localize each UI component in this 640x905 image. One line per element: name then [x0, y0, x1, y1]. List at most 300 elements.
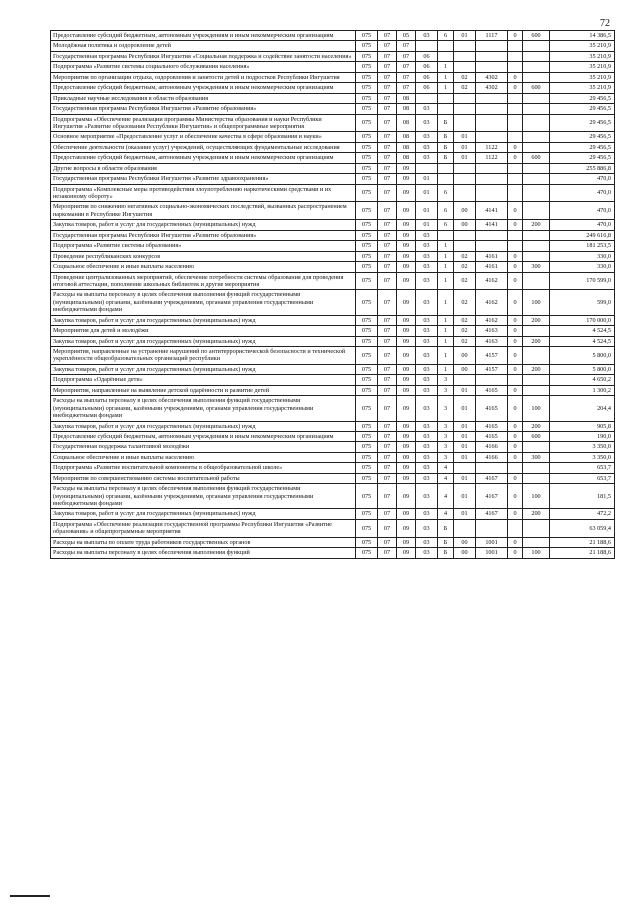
cell-group: 0	[508, 385, 523, 395]
cell-subprogram: 1	[438, 83, 454, 93]
cell-subprogram: Б	[438, 153, 454, 163]
cell-subsection: 09	[397, 347, 416, 365]
cell-section: 07	[378, 315, 397, 325]
cell-direction	[476, 41, 508, 51]
cell-subsection: 09	[397, 431, 416, 441]
cell-amount: 4 524,5	[550, 336, 615, 346]
cell-ministry: 075	[356, 262, 378, 272]
cell-group: 0	[508, 315, 523, 325]
cell-name: Подпрограмма «Развитие воспитательной компоненты в общеобразовательной школе»	[51, 463, 356, 473]
cell-ministry: 075	[356, 41, 378, 51]
cell-program: 03	[416, 509, 438, 519]
cell-section: 07	[378, 153, 397, 163]
cell-ministry: 075	[356, 83, 378, 93]
cell-direction: 4162	[476, 290, 508, 315]
cell-type	[523, 537, 550, 547]
cell-amount: 3 350,0	[550, 452, 615, 462]
cell-program: 03	[416, 519, 438, 537]
table-row	[51, 114, 615, 132]
cell-subprogram: 1	[438, 272, 454, 290]
cell-section: 07	[378, 431, 397, 441]
cell-type	[523, 132, 550, 142]
table-row	[51, 104, 615, 114]
cell-program: 03	[416, 230, 438, 240]
cell-name: Закупка товаров, работ и услуг для государственных (муниципальных) нужд	[51, 336, 356, 346]
cell-name: Мероприятия для детей и молодёжи	[51, 326, 356, 336]
cell-name: Государственная поддержка талантливой молодёжи	[51, 442, 356, 452]
cell-group: 0	[508, 262, 523, 272]
cell-ministry: 075	[356, 174, 378, 184]
cell-ministry: 075	[356, 473, 378, 483]
cell-ministry: 075	[356, 548, 378, 558]
cell-event	[454, 519, 476, 537]
cell-subprogram: 1	[438, 72, 454, 82]
cell-section: 07	[378, 484, 397, 509]
cell-direction	[476, 241, 508, 251]
cell-group: 0	[508, 452, 523, 462]
cell-ministry: 075	[356, 519, 378, 537]
table-row	[51, 375, 615, 385]
cell-group: 0	[508, 202, 523, 220]
cell-subprogram: 3	[438, 431, 454, 441]
cell-event: 01	[454, 142, 476, 152]
cell-ministry: 075	[356, 202, 378, 220]
cell-amount: 204,4	[550, 396, 615, 421]
cell-subsection: 09	[397, 202, 416, 220]
cell-event: 02	[454, 290, 476, 315]
cell-subprogram: 6	[438, 31, 454, 41]
table-row	[51, 31, 615, 41]
cell-event	[454, 114, 476, 132]
cell-type	[523, 241, 550, 251]
cell-name: Прикладные научные исследования в области образования	[51, 93, 356, 103]
cell-subsection: 09	[397, 548, 416, 558]
budget-table	[50, 30, 615, 559]
cell-subsection: 07	[397, 62, 416, 72]
cell-direction: 4165	[476, 385, 508, 395]
cell-event: 01	[454, 132, 476, 142]
cell-subsection: 09	[397, 326, 416, 336]
cell-amount: 170 000,0	[550, 315, 615, 325]
cell-section: 07	[378, 83, 397, 93]
table-row	[51, 326, 615, 336]
cell-amount: 21 188,6	[550, 548, 615, 558]
cell-section: 07	[378, 537, 397, 547]
table-row	[51, 93, 615, 103]
cell-subprogram: Б	[438, 142, 454, 152]
cell-ministry: 075	[356, 364, 378, 374]
cell-subprogram: 6	[438, 184, 454, 202]
cell-program: 03	[416, 463, 438, 473]
cell-ministry: 075	[356, 230, 378, 240]
cell-ministry: 075	[356, 326, 378, 336]
cell-subprogram: 4	[438, 509, 454, 519]
cell-section: 07	[378, 364, 397, 374]
cell-name: Подпрограмма «Обеспечение реализации программы Министерства образования и науки Республики Ингушетия «Развитие образования Республики Ингушетия» и общепрограммные мероприятия	[51, 114, 356, 132]
cell-section: 07	[378, 452, 397, 462]
cell-direction	[476, 114, 508, 132]
cell-type: 100	[523, 484, 550, 509]
cell-amount: 249 616,8	[550, 230, 615, 240]
cell-subsection: 09	[397, 473, 416, 483]
cell-direction	[476, 519, 508, 537]
cell-group	[508, 230, 523, 240]
table-row	[51, 251, 615, 261]
cell-type	[523, 385, 550, 395]
cell-name: Закупка товаров, работ и услуг для государственных (муниципальных) нужд	[51, 364, 356, 374]
cell-section: 07	[378, 290, 397, 315]
cell-direction: 1001	[476, 537, 508, 547]
cell-program: 06	[416, 51, 438, 61]
cell-program: 06	[416, 72, 438, 82]
cell-event: 00	[454, 548, 476, 558]
cell-ministry: 075	[356, 184, 378, 202]
cell-ministry: 075	[356, 509, 378, 519]
cell-subprogram: Б	[438, 519, 454, 537]
cell-type	[523, 114, 550, 132]
cell-amount: 599,0	[550, 290, 615, 315]
cell-amount: 29 456,5	[550, 132, 615, 142]
cell-amount: 29 456,5	[550, 142, 615, 152]
cell-event	[454, 62, 476, 72]
cell-section: 07	[378, 421, 397, 431]
table-row	[51, 431, 615, 441]
cell-name: Закупка товаров, работ и услуг для государственных (муниципальных) нужд	[51, 421, 356, 431]
cell-subsection: 08	[397, 132, 416, 142]
cell-section: 07	[378, 262, 397, 272]
cell-event: 00	[454, 347, 476, 365]
table-row	[51, 142, 615, 152]
cell-section: 07	[378, 174, 397, 184]
cell-group: 0	[508, 72, 523, 82]
cell-group: 0	[508, 31, 523, 41]
cell-subsection: 09	[397, 230, 416, 240]
cell-name: Государственная программа Республики Ингушетия «Развитие образования»	[51, 230, 356, 240]
cell-ministry: 075	[356, 104, 378, 114]
cell-section: 07	[378, 396, 397, 421]
cell-subprogram	[438, 104, 454, 114]
cell-subprogram: 4	[438, 484, 454, 509]
cell-type: 600	[523, 83, 550, 93]
cell-amount: 35 210,9	[550, 62, 615, 72]
cell-amount: 1 300,2	[550, 385, 615, 395]
cell-section: 07	[378, 272, 397, 290]
cell-name: Подпрограмма «Обеспечение реализации государственной программы Республики Ингушетия «Развитие образования» и общепрограммные мероприятия	[51, 519, 356, 537]
cell-event	[454, 463, 476, 473]
table-row	[51, 347, 615, 365]
cell-direction: 4161	[476, 262, 508, 272]
cell-event	[454, 174, 476, 184]
cell-name: Государственная программа Республики Ингушетия «Развитие образования»	[51, 104, 356, 114]
cell-section: 07	[378, 72, 397, 82]
cell-amount: 170 599,0	[550, 272, 615, 290]
cell-event: 02	[454, 262, 476, 272]
cell-event: 00	[454, 220, 476, 230]
cell-section: 07	[378, 230, 397, 240]
cell-event	[454, 163, 476, 173]
cell-ministry: 075	[356, 153, 378, 163]
cell-subprogram: 3	[438, 375, 454, 385]
cell-section: 07	[378, 62, 397, 72]
cell-type: 300	[523, 262, 550, 272]
cell-type	[523, 62, 550, 72]
cell-name: Подпрограмма «Развитие системы образования»	[51, 241, 356, 251]
cell-ministry: 075	[356, 132, 378, 142]
cell-amount: 4 524,5	[550, 326, 615, 336]
cell-type: 100	[523, 290, 550, 315]
table-row	[51, 230, 615, 240]
cell-subprogram: 1	[438, 262, 454, 272]
cell-amount: 470,0	[550, 202, 615, 220]
cell-section: 07	[378, 114, 397, 132]
cell-amount: 4 650,2	[550, 375, 615, 385]
cell-subsection: 08	[397, 153, 416, 163]
cell-name: Социальное обеспечение и иные выплаты населению	[51, 262, 356, 272]
table-row	[51, 484, 615, 509]
cell-ministry: 075	[356, 347, 378, 365]
cell-program: 03	[416, 31, 438, 41]
cell-subsection: 09	[397, 463, 416, 473]
cell-subprogram	[438, 174, 454, 184]
cell-amount: 35 210,9	[550, 41, 615, 51]
cell-subsection: 09	[397, 262, 416, 272]
cell-ministry: 075	[356, 385, 378, 395]
cell-name: Мероприятия по организации отдыха, оздоровления и занятости детей и подростков Республики Ингушетия	[51, 72, 356, 82]
cell-name: Предоставление субсидий бюджетным, автономным учреждениям и иным некоммерческим организациям	[51, 153, 356, 163]
cell-name: Государственная программа Республики Ингушетия «Социальная поддержка и содействие занятости населения»	[51, 51, 356, 61]
cell-subprogram	[438, 51, 454, 61]
cell-direction: 4167	[476, 484, 508, 509]
cell-type: 100	[523, 548, 550, 558]
cell-subsection: 09	[397, 241, 416, 251]
cell-amount: 5 800,0	[550, 364, 615, 374]
cell-ministry: 075	[356, 220, 378, 230]
cell-group: 0	[508, 431, 523, 441]
cell-subsection: 09	[397, 396, 416, 421]
cell-type	[523, 51, 550, 61]
cell-direction: 4166	[476, 452, 508, 462]
cell-event: 01	[454, 385, 476, 395]
cell-subsection: 09	[397, 272, 416, 290]
table-row	[51, 153, 615, 163]
cell-direction	[476, 375, 508, 385]
cell-subsection: 09	[397, 290, 416, 315]
table-row	[51, 184, 615, 202]
table-row	[51, 364, 615, 374]
cell-ministry: 075	[356, 375, 378, 385]
table-row	[51, 72, 615, 82]
cell-type: 100	[523, 396, 550, 421]
cell-event	[454, 104, 476, 114]
cell-subsection: 09	[397, 163, 416, 173]
cell-subsection: 09	[397, 442, 416, 452]
cell-subprogram: 1	[438, 62, 454, 72]
cell-type: 200	[523, 220, 550, 230]
cell-direction: 4162	[476, 315, 508, 325]
cell-ministry: 075	[356, 442, 378, 452]
cell-subsection: 09	[397, 421, 416, 431]
cell-section: 07	[378, 220, 397, 230]
cell-subprogram: Б	[438, 537, 454, 547]
cell-subsection: 09	[397, 385, 416, 395]
cell-type	[523, 442, 550, 452]
cell-amount: 29 456,5	[550, 93, 615, 103]
cell-program: 03	[416, 396, 438, 421]
cell-direction: 4161	[476, 251, 508, 261]
cell-group: 0	[508, 484, 523, 509]
cell-subprogram: 1	[438, 241, 454, 251]
cell-program: 03	[416, 104, 438, 114]
cell-program: 03	[416, 548, 438, 558]
cell-ministry: 075	[356, 72, 378, 82]
cell-subprogram: Б	[438, 132, 454, 142]
cell-event	[454, 241, 476, 251]
cell-type: 200	[523, 315, 550, 325]
table-row	[51, 509, 615, 519]
cell-direction: 4166	[476, 442, 508, 452]
cell-group: 0	[508, 336, 523, 346]
cell-ministry: 075	[356, 431, 378, 441]
cell-group: 0	[508, 421, 523, 431]
cell-amount: 472,2	[550, 509, 615, 519]
cell-event: 00	[454, 202, 476, 220]
cell-direction: 4157	[476, 347, 508, 365]
cell-direction: 4165	[476, 396, 508, 421]
cell-type	[523, 184, 550, 202]
table-row	[51, 163, 615, 173]
cell-name: Подпрограмма «Одарённые дети»	[51, 375, 356, 385]
cell-direction	[476, 62, 508, 72]
table-body	[51, 31, 615, 559]
table-row	[51, 473, 615, 483]
cell-group	[508, 375, 523, 385]
cell-name: Проведение централизованных мероприятий, обеспечение потребности системы образования для проведения итоговой аттестации, пополнение школьных библиотек и другие мероприятия	[51, 272, 356, 290]
cell-direction	[476, 104, 508, 114]
cell-name: Подпрограмма «Комплексные меры противодействия злоупотреблению наркотическими средствами и их незаконному обороту»	[51, 184, 356, 202]
cell-name: Расходы на выплаты персоналу в целях обеспечения выполнения функций государственными (муниципальными) органами, казёнными учреждениями, органами управления государственными внебюджетными фондами	[51, 484, 356, 509]
cell-amount: 63 059,4	[550, 519, 615, 537]
table-row	[51, 272, 615, 290]
cell-group	[508, 104, 523, 114]
cell-direction	[476, 132, 508, 142]
cell-group: 0	[508, 153, 523, 163]
cell-ministry: 075	[356, 463, 378, 473]
cell-event: 02	[454, 83, 476, 93]
cell-subprogram: 1	[438, 364, 454, 374]
cell-name: Предоставление субсидий бюджетным, автономным учреждениям и иным некоммерческим организациям	[51, 83, 356, 93]
cell-name: Предоставление субсидий бюджетным, автономным учреждениям и иным некоммерческим организациям	[51, 431, 356, 441]
table-row	[51, 452, 615, 462]
cell-name: Государственная программа Республики Ингушетия «Развитие здравоохранения»	[51, 174, 356, 184]
cell-section: 07	[378, 326, 397, 336]
cell-event: 01	[454, 31, 476, 41]
cell-name: Расходы на выплаты персоналу в целях обеспечения выполнения функций государственными (муниципальными) органами, казёнными учреждениями, органами управления государственными внебюджетными фондами	[51, 396, 356, 421]
cell-subprogram: 3	[438, 452, 454, 462]
cell-section: 07	[378, 473, 397, 483]
cell-section: 07	[378, 385, 397, 395]
cell-group	[508, 51, 523, 61]
cell-amount: 35 210,9	[550, 83, 615, 93]
cell-ministry: 075	[356, 336, 378, 346]
cell-type	[523, 326, 550, 336]
cell-group: 0	[508, 473, 523, 483]
cell-subsection: 05	[397, 31, 416, 41]
cell-subprogram: 3	[438, 421, 454, 431]
cell-type	[523, 272, 550, 290]
cell-direction: 1001	[476, 548, 508, 558]
cell-amount: 181,5	[550, 484, 615, 509]
cell-ministry: 075	[356, 272, 378, 290]
cell-program: 01	[416, 184, 438, 202]
cell-type: 200	[523, 364, 550, 374]
cell-type: 200	[523, 509, 550, 519]
cell-program: 03	[416, 251, 438, 261]
cell-event: 02	[454, 326, 476, 336]
cell-amount: 905,8	[550, 421, 615, 431]
cell-amount: 470,0	[550, 174, 615, 184]
cell-event: 01	[454, 509, 476, 519]
cell-amount: 653,7	[550, 473, 615, 483]
table-row	[51, 202, 615, 220]
cell-name: Мероприятия по снижению негативных социально-экономических последствий, вызванных распространением наркомании в Республике Ингушетия	[51, 202, 356, 220]
cell-ministry: 075	[356, 315, 378, 325]
cell-type: 300	[523, 452, 550, 462]
cell-program: 03	[416, 262, 438, 272]
cell-program	[416, 163, 438, 173]
cell-type	[523, 72, 550, 82]
cell-direction: 4167	[476, 509, 508, 519]
cell-event: 01	[454, 431, 476, 441]
cell-section: 07	[378, 347, 397, 365]
cell-direction: 4165	[476, 421, 508, 431]
cell-direction: 1117	[476, 31, 508, 41]
cell-ministry: 075	[356, 421, 378, 431]
cell-group: 0	[508, 347, 523, 365]
cell-subsection: 07	[397, 51, 416, 61]
cell-type	[523, 347, 550, 365]
cell-name: Социальное обеспечение и иные выплаты населению	[51, 452, 356, 462]
cell-event: 02	[454, 336, 476, 346]
cell-event: 02	[454, 272, 476, 290]
cell-program: 03	[416, 290, 438, 315]
cell-event	[454, 93, 476, 103]
cell-group: 0	[508, 548, 523, 558]
cell-ministry: 075	[356, 114, 378, 132]
cell-amount: 470,0	[550, 220, 615, 230]
cell-group	[508, 163, 523, 173]
cell-ministry: 075	[356, 290, 378, 315]
cell-subsection: 08	[397, 114, 416, 132]
cell-section: 07	[378, 509, 397, 519]
cell-direction: 4302	[476, 83, 508, 93]
cell-ministry: 075	[356, 251, 378, 261]
cell-group	[508, 41, 523, 51]
cell-ministry: 075	[356, 93, 378, 103]
cell-ministry: 075	[356, 452, 378, 462]
cell-subsection: 09	[397, 364, 416, 374]
cell-amount: 29 456,5	[550, 114, 615, 132]
cell-section: 07	[378, 548, 397, 558]
cell-event: 01	[454, 442, 476, 452]
cell-name: Расходы на выплаты персоналу в целях обеспечения выполнения функций	[51, 548, 356, 558]
scan-edge-mark	[10, 895, 50, 897]
cell-section: 07	[378, 93, 397, 103]
cell-type	[523, 202, 550, 220]
cell-event	[454, 41, 476, 51]
cell-ministry: 075	[356, 484, 378, 509]
cell-section: 07	[378, 463, 397, 473]
cell-event: 01	[454, 153, 476, 163]
